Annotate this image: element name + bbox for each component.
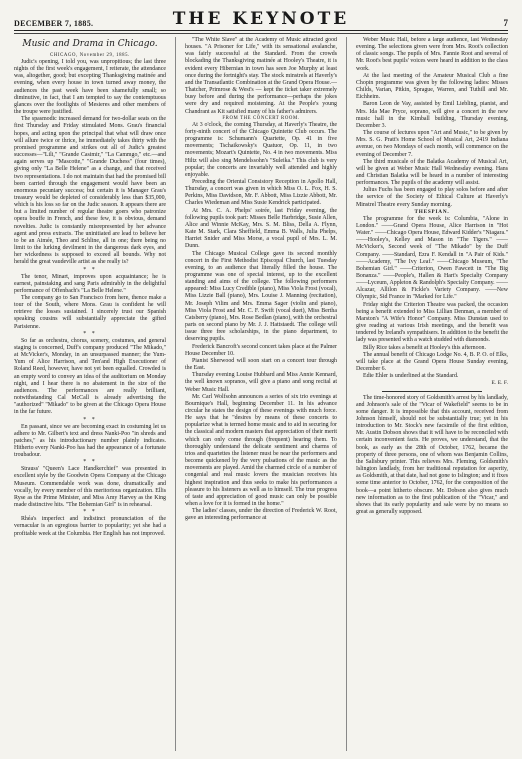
paragraph: The Chicago Musical College gave its second monthly concert in the First Methodist Episcopal Church, last Tuesday evening, to an audience that literally filled the house. The programme was one of special interest, up to the excellent standing and aims of the college. The following performers appeared: Miss Lucy Credible (piano), Miss Viola Frost (vocal), Miss Lizzie Ball (piano), Mrs. Louise J. Manning (recitation), Mr. Joseph Vilim and Mrs. Emma Sager (violin and piano), Miss Viola Frost and Mr. C. F. Swift (vocal duet), Miss Bertha Catsberry (piano), Mrs. Rose Bedlan (piano), with the orchestral parts on second piano by Mr. J. J. Hattstaedt. The college will issue three free scholarships, in the piano department, to deserving pupils. [185,250,337,343]
paragraph: Billy Rice takes a benefit at Hooley's this afternoon. [363,344,486,351]
column-3-body-b [356,216,508,381]
section-divider [382,391,482,392]
paragraph: Preceding the Oriental Consistory Reception in Apollo Hall, Thursday, a concert was given in which Miss O. L. Fox, H. S. Perkins, Miss Davidson, Mr. F. Abbott, Miss Lizzie Abbott, Mr. Charles Wiedeman and Miss Susie Kendrick participated. [185,178,337,207]
paragraph: At the last meeting of the Amateur Musical Club a fine Chopin programme was given by the following ladies: Misses Childs, Varian, Pitkin, Sprague, Warren, and Tuthill and Mr. Eichheim. [356,72,508,101]
section-label-thespian: THESPIAN. [414,208,450,215]
asterism-separator: * * [83,266,97,273]
issue-date: DECEMBER 7, 1885. [14,19,94,28]
asterism-separator: * * [83,509,97,516]
paragraph: Thursday evening Louise Hubbard and Miss Annie Kennard, the well known sopranos, will give a piano and song recital at Weber Music Hall. [185,372,337,393]
asterism-separator: * * [83,416,97,423]
paragraph: En passant, since we are becoming exact in costuming let us adhere to Mr. Gilbert's text and dress Nanki-Poo "in shreds and patches," as his introductionary number plainly indicates. Hitherto every Nanki-Poo has had the appearance of a fortunate troubadour. [14,423,166,459]
paragraph: Pianist Sherwood will soon start on a concert tour through the East. [185,357,337,372]
columns [14,37,508,751]
page-number: 7 [503,18,508,28]
column-2 [185,37,337,751]
paragraph: The annual benefit of Chicago Lodge No. 4, B. P. O. of Elks, will take place at the Grand Opera House Sunday evening, December 6. [356,351,508,373]
signature: E. E. F. [491,380,508,387]
asterism-separator: * * [83,459,97,466]
column-3 [356,37,508,751]
paragraph: Friday night the Criterion Theatre was packed, the occasion being a benefit extended to Miss Lillian Denman, a member of Marston's "A Wife's Honor" Company. Miss Dunstan used to give reading at various Irish meetings, and the benefit was tendered by Ireland's sympathisers. In addition to the benefit the lady was presented with a watch studded with diamonds. [356,301,508,344]
section-label-concert: FROM THE CONCERT ROOM. [222,115,300,121]
column-1 [14,37,166,751]
paragraph: The programme for the week is: Columbia, "Alone in London." ——Grand Opera House, Alice Harrison in "Hot Water." ——Chicago Opera House, Edward Kidder's "Niagara." ——Hooley's, Kelley and Mason in "The Tigers." ——McVicker's, Second week of "The Mikado" by the Duff Company. ——Standard, Ezra F. Kendall in "A Pair of Kids." ——Academy, "The Ivy Leaf." ——Chicago Museum, "The Bohemian Girl." ——Criterion, Owen Fawcett in "The Big Bonanza." ——People's, Hallen & Hart's Specialty Company ——Lyceum, Appleton & Randolph's Specialty Company. ——Alcazar, Allilon & Fickle's Variety Company. ——New Olympic, Sid France in "Marked for Life." [356,215,508,301]
dateline: CHICAGO, November 29, 1885. [50,53,130,58]
column-2-body-a [185,37,337,116]
column-divider [346,37,347,751]
paragraph: The course of lectures upon "Art and Music," to be given by Mrs. S. G. Pratt's Home School of Musical Art, 2419 Indiana avenue, on two Mondays of each month, will commence on the evening of December 7. [356,130,508,158]
paragraph: The company go to San Francisco from here, thence make a tour of the South, where Mons. Grau is confident he will retrieve the losses sustained. I sincerely trust our Spanish speaking cousins will substantially appreciate the gifted Parisienne. [14,295,166,330]
column-2-body-b [185,122,337,523]
paragraph: The ladies' classes, under the direction of Frederick W. Root, gave an interesting performance at [185,508,337,522]
paragraph: Frederick Bancroft's second concert takes place at the Palmer House December 10. [185,343,337,357]
paragraph: At 3 o'clock, the coming Thursday, at Haverly's Theatre, the forty-ninth concert of the Chicago Quintette Club occurs. The programme is: Schumann's Quartette, Op. 41 in five movements; Tschaikowsky's Quatuor, Op. 11, in two movements; Mozart's Quintette, No. 4 in two movements. Miss Hiltz will also sing Mendelssohn's "Suleika." This club is very popular; the concerts are invariably well attended and highly enjoyable. [185,121,337,178]
header-rule-thin [14,33,508,34]
masthead-title: THE KEYNOTE [172,9,350,29]
paragraph: So far as orchestra, chorus, scenery, costumes, and general staging is concerned, Duff's company produced "The Mikado," at McVicker's, Monday, in an unsurpassed manner; the Yum-Yum of Alice Harrison, and Ten'and High Executioner of Roland Reed, however, have not yet been equalled. Crowded is an empty word to convey an idea of the auditorium on Monday night, and I hear there is no abatement in the size of the audiences. The performances are really brilliant, notwithstanding Cal McCall is already advertising the "authorized" "Mikado" to be given at the Chicago Opera House in the far future. [14,337,166,416]
paragraph: The spasmodic increased demand for two-dollar seats on the first Thursday and Friday stimulated Mons. Grau's financial hopes, and acting upon the principal that what will draw once will allure twice or thrice, he immediately takes thirty with the promised programme and strikes out all of Judic's greatest successes—"Lili," "Grande Casimir," "La Cammgo," etc.—and again serves up "Mascotte," "Grande Duchess" (four times), giving only "La Belle Helene" as a change, and that received two representations. I do not maintain that had the promised bill been carried through the engagement would have been an enormous pecuniary success; but certain it is Manager Grau's treasury would be depleted of considerably less than $35,000, which is his loss so far on the Judic season. It appears there are but a limited number of regular theatre goers who patronize opera bouffe in French, and these few, it is obvious, demand novelties. Judic is constantly misrepresented by her advance agent and press extracts. The uninitiated are lead to believe her to be an Aimée, Theo and Schline, all in one; there being no limit to the lurking devilment in the dangerous dark eyes, and her wickedness is supposed to exceed all bounds. Why not herald the great vaudeville artist as she really is? [14,116,166,266]
column-3-body-c [356,395,508,517]
paragraph: The third musicale of the Balatka Academy of Musical Art, will be given at Weber Music Hall Wednesday evening. Hans and Christian Balatka will be heard in a number of interesting performances. The pupils of the academy will assist. [356,158,508,187]
paragraph: Baron Leon de Vay, assisted by Emil Liebling, pianist, and Mrs. Ida Mae Pryce, soprano, will give a concert in the new music hall in the Kimball building, Thursday evening, December 3. [356,101,508,129]
paragraph: Judic's opening, I told you, was unpropitious; the last three nights of the first week's engagement, I reiterate, the attendance was, altogether, good; but excepting Thanksgiving matinée and evening, when every house in town turned away money, the audiences the past week have been shamefully small; so diminutive, in fact, that I am tempted to say the contemptuous glances over the footlights of Mesieres and other members of the troupe were justified. [14,59,166,116]
paragraph: Edie Ehler is underlined at the Standard. [363,373,459,380]
page-header [14,6,508,28]
paragraph: At Mrs. C. A. Phelps' soirée, last Friday evening, the following pupils took part: Misses Belle Harbridge, Susie Allen, Alice and Winnie McKay, Mrs. S. M. Bliss, Della A. Flynn, Kate M. Stark, Clara Sheffield, Emma B. Walls, Julia Phelps, Harriet Snider and Miss Morse, a vocal pupil of Mrs. L. M. Dunn. [185,207,337,250]
column-3-body-a [356,37,508,209]
paragraph: Julius Fuchs has been engaged to play solos before and after the service of the Society of Ethical Culture at Haverly's Minstrel Theatre every Sunday morning. [356,187,508,208]
article-title: Music and Drama in Chicago. [22,39,158,49]
paragraph: The time-honored story of Goldsmith's arrest by his landlady, and Johnson's sale of the "Vicar of Wakefield" seems to be in some danger. It is impossible that this account, received from Johnson himself, should not be substantially true; yet in his introduction to Mr. Stock's new facsimile of the first edition, Mr. Austin Dobson shows that it will have to be reconciled with certain inconvenient facts. He proves, we understand, that the book, as early as the 28th of October, 1762, became the property of three persons, one of whom was Benjamin Collins, the Salisbury printer. This relieves Mrs. Fleming, Goldsmith's Islington landlady, from her traditional reputation for asperity, as Goldsmith, at that date, had not gone to Islington; and it fixes some time anterior to October, 1762, for the composition of the book—a point hitherto obscure. Mr. Dobson also gives much new information as to the first publication of the "Vicar," and shows that its early popularity and sale were by no means so great as generally supposed. [356,394,508,515]
header-rule [14,30,508,31]
paragraph: Mr. Carl Wolfsohn announces a series of six trio evenings at Bournique's Hall, beginning December 11. In his advance circular he states the design of these evenings with much force. He says that he "desires by means of these concerts to popularize what is termed home music and to aid in securing for the classical and modern masters that appreciation of their merit which can only come through (frequent) hearing them. To thoroughly understand the delicate sentiment and charms of trios and quartettes the listener must be near the performers and become quickened by the very pulsations of the music as the movements are played. Amid the charmed circle of a number of congenial and real music lovers the musician receives his highest inspiration and thus seeks to make his performances a pleasure to his listeners as well as to himself. The true progress of taste and appreciation of good music can only be possible when a love for it is formed in the home." [185,393,337,507]
column-1-body [14,59,166,538]
paragraph: Weber Music Hall, before a large audience, last Wednesday evening. The selections given were from Mrs. Root's collection of classic songs. The pupils of Mrs. Fannie Root and several of Mr. Root's best pupils' voices were heard in addition to the class work. [356,37,508,72]
paragraph: Strauss' "Queen's Lace Handkerchief" was presented in excellent style by the Goodwin Opera Company at the Chicago Museum. Commendable work was done, dramatically and vocally, by every member of this meritorious organization. Ellis Ryse as the Prime Minister, and Miss Amy Harvey as the King made distinctive hits. "The Bohemian Girl" is in rehearsal. [14,466,166,509]
paragraph: Rhéa's imperfect and indistinct pronunciation of the vernacular is an egregious barrier to popularity; yet she had a profitable week at the Columbia. Her English has not improved. [14,516,166,537]
paragraph: "The White Slave" at the Academy of Music attracted good houses. "A Prisoner for Life," with its sensational avalanche, was fairly successful at the Standard. From the crowds blockading the Thanksgiving matinée at Hooley's Theatre, it is evident every Hibernian in town has seen Joe Murphy at least once during the fortnight's stay. The stock minstrels at Haverly's and the Transatlantic Combination at the Grand Opera House.—Thatcher, Primrose & West's — kept the ticket taker extremely busy before and during the performance—perhaps the jokes were dry and required moistening. At the People's young Chandrant as Kit satisfied many of his father's admirers. [185,37,337,115]
asterism-separator: * * [83,330,97,337]
column-divider [175,37,176,751]
paragraph: The tenor, Minart, improves upon acquaintance; he is earnest, painstaking and sang Paris admirably in the delightful performance of Offenbach's "La Belle Helene." [14,273,166,294]
